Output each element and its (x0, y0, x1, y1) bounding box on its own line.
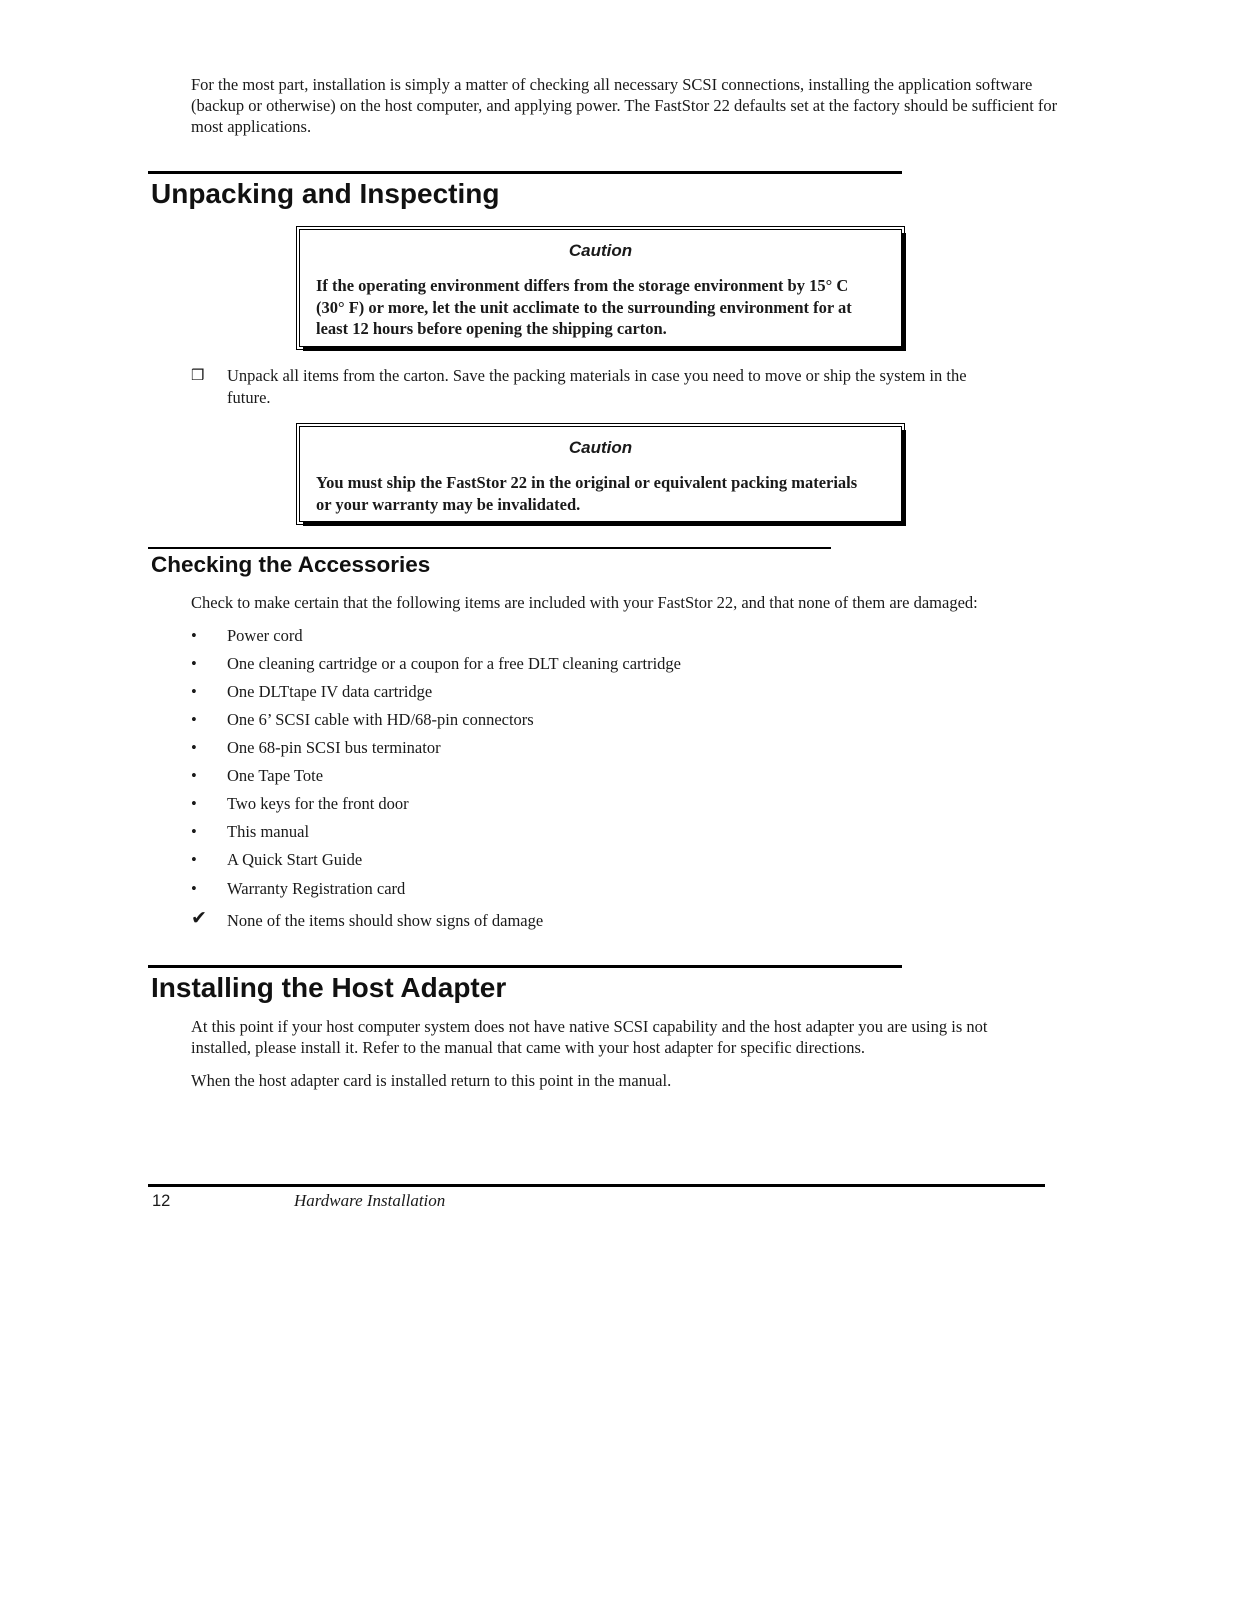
list-item-text: Warranty Registration card (227, 879, 406, 898)
heading-unpacking: Unpacking and Inspecting (151, 178, 500, 209)
subsection-rule (148, 547, 831, 549)
host-adapter-paragraph-1: At this point if your host computer system does not have native SCSI capability and the host adapter you are using is not installed, please install it. Refer to the manual that came with your host adapter for specific directions. (191, 1017, 988, 1057)
list-item-text: This manual (227, 822, 310, 841)
section-rule (148, 965, 902, 968)
bullet-icon: • (191, 710, 197, 729)
bullet-icon: • (191, 794, 197, 813)
heading-host-adapter: Installing the Host Adapter (151, 972, 507, 1003)
unpack-step-text-line1: Unpack all items from the carton. Save the packing materials in case you need to move or ship the system in the (227, 366, 967, 385)
accessories-intro: Check to make certain that the following items are included with your FastStor 22, and that none of them are damaged: (191, 593, 978, 612)
heading-accessories: Checking the Accessories (151, 552, 431, 577)
bullet-icon: • (191, 682, 197, 701)
checkbox-icon: ❒ (191, 366, 205, 384)
bullet-icon: • (191, 738, 197, 757)
caution-text: If the operating environment differs from the storage environment by 15° C (30° F) or more, let the unit acclimate to the surrounding environment for at least 12 hours before opening the shipping carton. (316, 276, 852, 338)
caution-text: You must ship the FastStor 22 in the original or equivalent packing materials or your warranty may be invalidated. (316, 473, 858, 514)
caution-box-shipping (299, 426, 902, 522)
list-item-text: One DLTtape IV data cartridge (227, 682, 433, 701)
page-number: 12 (152, 1192, 171, 1210)
bullet-icon: • (191, 766, 197, 785)
list-item-text: One cleaning cartridge or a coupon for a free DLT cleaning cartridge (227, 654, 681, 673)
list-item-text: One 6’ SCSI cable with HD/68-pin connectors (227, 710, 534, 729)
caution-box-acclimate (299, 229, 902, 347)
list-item-text: Power cord (227, 626, 303, 645)
list-item-text: Two keys for the front door (227, 794, 409, 813)
bullet-icon: • (191, 850, 197, 869)
chapter-title: Hardware Installation (294, 1191, 446, 1210)
bullet-icon: • (191, 822, 197, 841)
list-item-text: A Quick Start Guide (227, 850, 363, 869)
unpack-step-text-line2: future. (227, 388, 271, 407)
checkmark-icon: ✔ (191, 907, 207, 929)
footer-rule (148, 1184, 1045, 1187)
section-rule (148, 171, 902, 174)
unpack-step (191, 365, 1071, 409)
list-item-text: One Tape Tote (227, 766, 324, 785)
bullet-icon: • (191, 879, 197, 898)
bullet-icon: • (191, 626, 197, 645)
bullet-icon: • (191, 654, 197, 673)
check-item-text: None of the items should show signs of damage (227, 911, 544, 930)
list-item-text: One 68-pin SCSI bus terminator (227, 738, 441, 757)
intro-paragraph: For the most part, installation is simply a matter of checking all necessary SCSI connections, installing the application software (backup or otherwise) on the host computer, and applying power. The FastStor 22 defaults set at the factory should be sufficient for most applications. (191, 75, 1058, 136)
host-adapter-paragraph-2: When the host adapter card is installed return to this point in the manual. (191, 1071, 672, 1090)
caution-title: Caution (568, 438, 633, 457)
caution-title: Caution (568, 241, 633, 260)
